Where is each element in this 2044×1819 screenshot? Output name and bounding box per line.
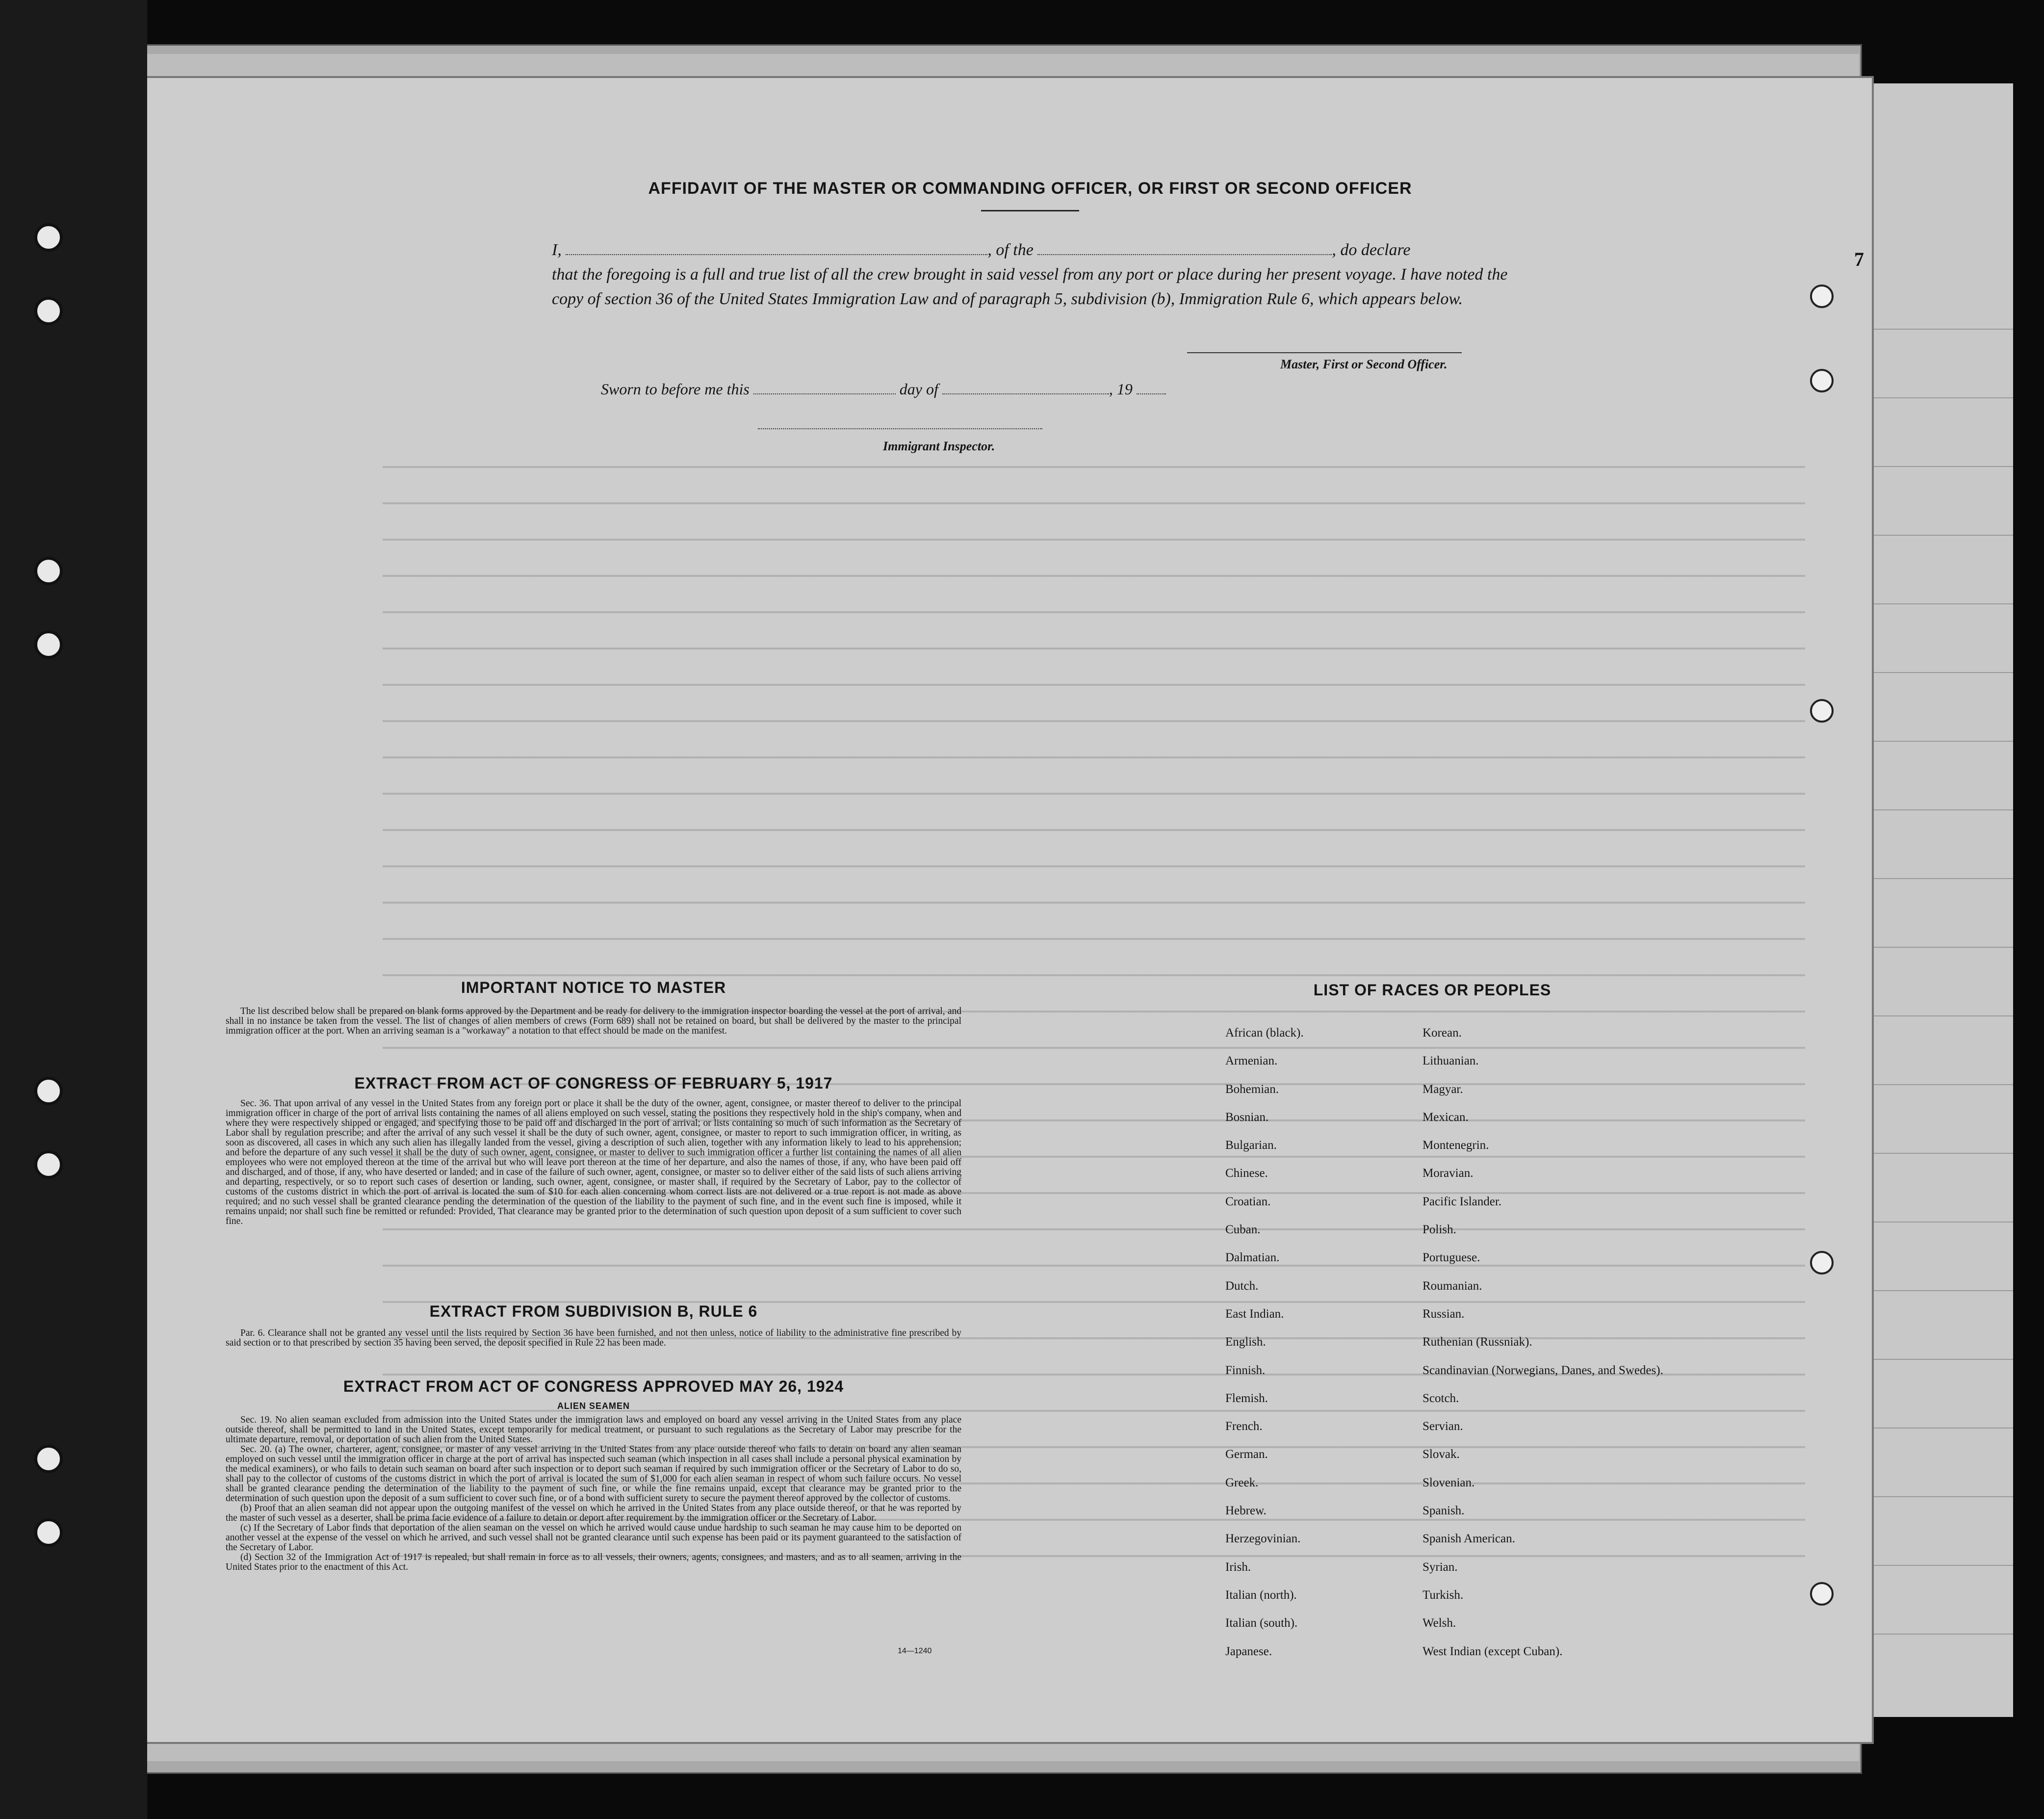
race-entry: Chinese. bbox=[1225, 1167, 1268, 1180]
signature-label: Master, First or Second Officer. bbox=[1280, 357, 1448, 371]
race-entry: West Indian (except Cuban). bbox=[1423, 1644, 1563, 1658]
punch-hole bbox=[1810, 1582, 1834, 1606]
races-left-column bbox=[1225, 1026, 1304, 1673]
vessel-field[interactable] bbox=[1037, 239, 1332, 255]
race-entry: Moravian. bbox=[1423, 1167, 1474, 1180]
race-entry: Italian (south). bbox=[1225, 1616, 1298, 1630]
punch-hole bbox=[1810, 369, 1834, 392]
race-entry: Spanish. bbox=[1423, 1504, 1465, 1518]
race-entry: Greek. bbox=[1225, 1476, 1259, 1489]
sworn-line bbox=[601, 379, 1166, 398]
races-title: LIST OF RACES OR PEOPLES bbox=[1313, 981, 1552, 999]
race-entry: Lithuanian. bbox=[1423, 1054, 1479, 1068]
affidavit-body bbox=[552, 238, 1508, 312]
of-the-label: , of the bbox=[987, 241, 1034, 259]
race-entry: French. bbox=[1225, 1420, 1263, 1433]
name-field[interactable] bbox=[566, 239, 987, 255]
rule-6-paragraph: Par. 6. Clearance shall not be granted any vessel until the lists required by Section 36 have been furnished, and not then unless, notice of liability to the administrative fine prescribed by said section or to that prescribed by section 35 having been served, the deposit specified in Rule 22 has been made. bbox=[226, 1328, 961, 1348]
race-entry: Korean. bbox=[1423, 1026, 1462, 1039]
race-entry: Bosnian. bbox=[1225, 1110, 1269, 1124]
page-number: 7 bbox=[1854, 248, 1864, 270]
extract-1917-title: EXTRACT FROM ACT OF CONGRESS OF FEBRUARY 5, 1917 bbox=[354, 1074, 833, 1092]
race-entry: Turkish. bbox=[1423, 1588, 1464, 1602]
year-label: , 19 bbox=[1109, 380, 1133, 398]
race-entry: English. bbox=[1225, 1335, 1266, 1349]
races-right-column bbox=[1423, 1026, 1663, 1673]
title-rule bbox=[981, 210, 1079, 211]
section-20d-paragraph: (d) Section 32 of the Immigration Act of 1917 is repealed, but shall remain in force as to all vessels, their owners, agents, consignees, and masters, and as to all seamen, arriving in the United States prior to the enactment of this Act. bbox=[226, 1552, 961, 1572]
affidavit-text: that the foregoing is a full and true list of all the crew brought in said vessel from any port or place during her present voyage. I have noted the copy of section 36 of the United States Immigration Law and of paragraph 5, subdivision (b), Immigration Rule 6, which appears below. bbox=[552, 265, 1508, 308]
punch-hole bbox=[1810, 1251, 1834, 1274]
race-entry: Russian. bbox=[1423, 1307, 1465, 1321]
race-entry: Magyar. bbox=[1423, 1082, 1463, 1096]
race-entry: Italian (north). bbox=[1225, 1588, 1297, 1602]
extract-1924-text bbox=[226, 1415, 961, 1572]
do-declare-label: , do declare bbox=[1332, 241, 1411, 259]
race-entry: Bohemian. bbox=[1225, 1082, 1279, 1096]
extract-rule6-text bbox=[226, 1328, 961, 1348]
section-36-paragraph: Sec. 36. That upon arrival of any vessel in the United States from any foreign port or place it shall be the duty of the owner, agent, consignee, or master thereof to deliver to the principal immigration officer in charge of the port of arrival lists containing the names of all aliens employed on such vessel, stating the positions they respectively hold in the ship's company, when and where they were respectively shipped or engaged, and specifying those to be paid off and discharged in the port of arrival; or lists containing so much of such information as the Secretary of Labor shall by regulation prescribe; and after the arrival of any such vessel it shall be the duty of such owner, agent, consignee, or master to report to such immigration officer, in writing, as soon as discovered, all cases in which any such alien has illegally landed from the vessel, giving a description of such alien, together with any information likely to lead to his apprehension; and before the departure of any such vessel it shall be the duty of such owner, agent, consignee, or master to deliver to such immigration officer a further list containing the names of all alien employees who were not employed thereon at the time of the arrival but who will leave port thereon at the time of her departure, and also the names of those, if any, who have been paid off and discharged, and of those, if any, who have deserted or landed; and in case of the failure of such owner, agent, consignee, or master so to deliver either of the said lists of such aliens arriving and departing, respectively, or so to report such cases of desertion or landing, such owner, agent, consignee, or master shall, if required by the Secretary of Labor, pay to the collector of customs of the customs district in which the port of arrival is located the sum of $10 for each alien concerning whom correct lists are not delivered or a true report is not made as above required; and no such vessel shall be granted clearance pending the determination of the question of the liability to the payment of such fine, and in the event such fine is imposed, while it remains unpaid; nor shall such fine be remitted or refunded: Provided, That clearance may be granted prior to the determination of such question upon deposit of a sum sufficient to cover such fine. bbox=[226, 1098, 961, 1226]
extract-1924-title: EXTRACT FROM ACT OF CONGRESS APPROVED MAY 26, 1924 bbox=[343, 1377, 844, 1395]
race-entry: Montenegrin. bbox=[1423, 1139, 1489, 1152]
race-entry: Ruthenian (Russniak). bbox=[1423, 1335, 1532, 1349]
race-entry: Portuguese. bbox=[1423, 1251, 1480, 1265]
race-entry: Cuban. bbox=[1225, 1223, 1261, 1237]
race-entry: Irish. bbox=[1225, 1560, 1251, 1574]
race-entry: African (black). bbox=[1225, 1026, 1304, 1039]
section-20a-paragraph: Sec. 20. (a) The owner, charterer, agent, consignee, or master of any vessel arriving in the United States from any place outside thereof who fails to detain on board any alien seaman employed on such vessel until the immigration officer in charge at the port of arrival has inspected such seaman (which inspection in all cases shall include a personal physical examination by the medical examiners), or who fails to detain such seaman on board after such inspection or to deport such seaman if required by such immigration officer or the Secretary of Labor to do so, shall pay to the collector of customs of the customs district in which the port of arrival is located the sum of $1,000 for each alien seaman in respect of whom such failure occurs. No vessel shall be granted clearance pending the determination of the liability to the payment of such fine, or while the fine remains unpaid, except that clearance may be granted prior to the determination of such question upon the deposit of a sum sufficient to cover such fine, or of a bond with sufficient surety to secure the payment thereof approved by the collector of customs. bbox=[226, 1444, 961, 1504]
punch-hole bbox=[1810, 285, 1834, 308]
i-label: I, bbox=[552, 241, 562, 259]
sworn-month-field[interactable] bbox=[942, 379, 1109, 394]
binder-strip bbox=[0, 0, 147, 1819]
race-entry: Croatian. bbox=[1225, 1195, 1271, 1208]
sworn-label: Sworn to before me this bbox=[601, 380, 750, 398]
notice-title: IMPORTANT NOTICE TO MASTER bbox=[461, 979, 726, 996]
binder-hole bbox=[34, 557, 63, 585]
sworn-year-field[interactable] bbox=[1137, 379, 1166, 394]
extract-1917-text bbox=[226, 1099, 961, 1226]
binder-hole bbox=[34, 1518, 63, 1547]
binder-hole bbox=[34, 1150, 63, 1179]
race-entry: East Indian. bbox=[1225, 1307, 1284, 1321]
signature-line[interactable] bbox=[1187, 352, 1462, 353]
race-entry: Dutch. bbox=[1225, 1279, 1259, 1293]
right-edge-sheet bbox=[1864, 83, 2013, 1717]
binder-hole bbox=[34, 630, 63, 659]
section-20c-paragraph: (c) If the Secretary of Labor finds that deportation of the alien seaman on the vessel on which he arrived would cause undue hardship to such seaman he may cause him to be deported on another vessel at the expense of the vessel on which he arrived, and such vessel shall not be granted clearance until such expense has been paid or its payment guaranteed to the satisfaction of the Secretary of Labor. bbox=[226, 1523, 961, 1553]
inspector-label: Immigrant Inspector. bbox=[883, 439, 995, 453]
race-entry: Bulgarian. bbox=[1225, 1139, 1277, 1152]
race-entry: Dalmatian. bbox=[1225, 1251, 1280, 1265]
binder-hole bbox=[34, 223, 63, 252]
race-entry: Polish. bbox=[1423, 1223, 1456, 1237]
race-entry: Slovenian. bbox=[1423, 1476, 1475, 1489]
race-entry: Armenian. bbox=[1225, 1054, 1278, 1068]
form-code: 14—1240 bbox=[898, 1647, 932, 1655]
race-entry: Welsh. bbox=[1423, 1616, 1456, 1630]
binder-hole bbox=[34, 297, 63, 325]
sworn-day-field[interactable] bbox=[753, 379, 896, 394]
race-entry: Herzegovinian. bbox=[1225, 1532, 1301, 1546]
binder-hole bbox=[34, 1445, 63, 1473]
race-entry: Scandinavian (Norwegians, Danes, and Swedes). bbox=[1423, 1363, 1663, 1377]
race-entry: Pacific Islander. bbox=[1423, 1195, 1502, 1208]
race-entry: Hebrew. bbox=[1225, 1504, 1267, 1518]
race-entry: German. bbox=[1225, 1448, 1268, 1461]
inspector-signature-line[interactable] bbox=[758, 428, 1042, 429]
notice-paragraph: The list described below shall be prepared on blank forms approved by the Department and be ready for delivery to the immigration inspector boarding the vessel at the port of arrival, and shall in no instance be taken from the vessel. The list of changes of alien members of crews (Form 689) shall not be retained on board, but shall be delivered by the master to the principal immigration officer at the port. When an arriving seaman is a "workaway" a notation to that effect should be made on the manifest. bbox=[226, 1006, 961, 1036]
day-of-label: day of bbox=[899, 380, 938, 398]
race-entry: Syrian. bbox=[1423, 1560, 1458, 1574]
race-entry: Scotch. bbox=[1423, 1391, 1459, 1405]
race-entry: Spanish American. bbox=[1423, 1532, 1515, 1546]
race-entry: Roumanian. bbox=[1423, 1279, 1482, 1293]
punch-hole bbox=[1810, 699, 1834, 723]
race-entry: Japanese. bbox=[1225, 1644, 1272, 1658]
section-19-paragraph: Sec. 19. No alien seaman excluded from admission into the United States under the immigration laws and employed on board any vessel arriving in the United States from any place outside thereof, shall be permitted to land in the United States, except temporarily for medical treatment, or pursuant to such regulations as the Secretary of Labor may prescribe for the ultimate departure, removal, or deportation of such alien from the United States. bbox=[226, 1415, 961, 1445]
binder-hole bbox=[34, 1077, 63, 1105]
notice-text bbox=[226, 1007, 961, 1036]
race-entry: Finnish. bbox=[1225, 1363, 1266, 1377]
section-20b-paragraph: (b) Proof that an alien seaman did not appear upon the outgoing manifest of the vessel on which he arrived in the United States from any place outside thereof, or that he was reported by the master of such vessel as a deserter, shall be prima facie evidence of a failure to detain or deport after requirement by the immigration officer or the Secretary of Labor. bbox=[226, 1503, 961, 1523]
race-entry: Flemish. bbox=[1225, 1391, 1268, 1405]
alien-seamen-subtitle: ALIEN SEAMEN bbox=[557, 1401, 630, 1411]
extract-rule6-title: EXTRACT FROM SUBDIVISION B, RULE 6 bbox=[429, 1302, 758, 1320]
race-entry: Slovak. bbox=[1423, 1448, 1460, 1461]
affidavit-title: AFFIDAVIT OF THE MASTER OR COMMANDING OFFICER, OR FIRST OR SECOND OFFICER bbox=[648, 179, 1412, 198]
race-entry: Mexican. bbox=[1423, 1110, 1469, 1124]
race-entry: Servian. bbox=[1423, 1420, 1463, 1433]
